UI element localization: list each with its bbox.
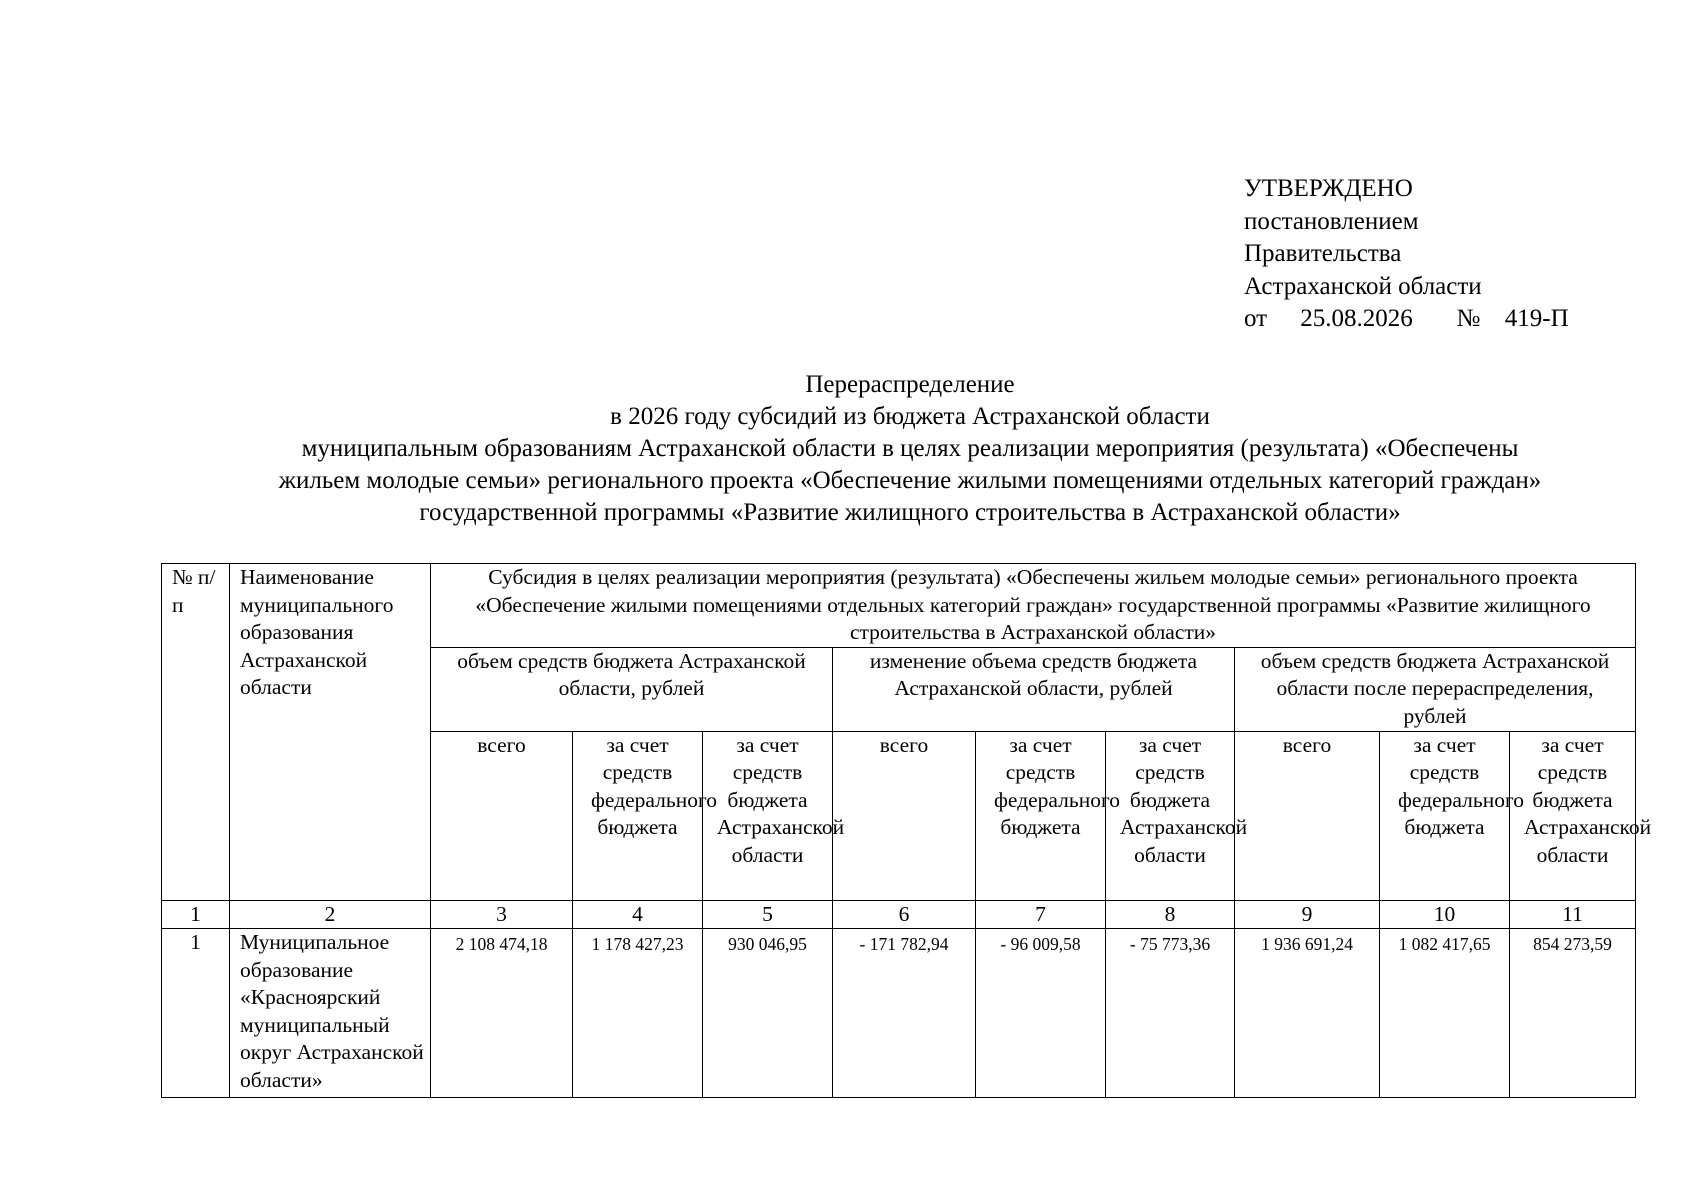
row-number: 1 <box>162 929 230 1098</box>
approval-date: 25.08.2026 <box>1300 305 1413 332</box>
column-number: 2 <box>230 900 431 929</box>
header-total-3: всего <box>1235 731 1380 900</box>
title-line-1: Перераспределение <box>805 371 1015 398</box>
header-total-2: всего <box>833 731 976 900</box>
column-number: 1 <box>162 900 230 929</box>
column-number: 9 <box>1235 900 1380 929</box>
title-line-4: жильем молодые семьи» регионального проекта «Обеспечение жилыми помещениями отдельных категорий граждан» <box>278 467 1542 494</box>
number-prefix: № <box>1456 305 1481 332</box>
header-municipality-name: Наименование муниципального образования Астраханской области <box>230 564 431 901</box>
column-number: 11 <box>1510 900 1636 929</box>
header-number: № п/п <box>162 564 230 901</box>
value-change-total: - 171 782,94 <box>833 929 976 1098</box>
header-regional-2: за счет средств бюджета Астраханской области <box>1106 731 1235 900</box>
header-regional-1: за счет средств бюджета Астраханской области <box>703 731 833 900</box>
document-title <box>170 369 1650 529</box>
approval-stamp <box>1244 173 1569 336</box>
title-line-5: государственной программы «Развитие жилищного строительства в Астраханской области» <box>419 499 1401 526</box>
header-regional-3: за счет средств бюджета Астраханской области <box>1510 731 1636 900</box>
column-number: 3 <box>431 900 573 929</box>
approval-line-government: Правительства <box>1244 240 1402 267</box>
title-line-3: муниципальным образованиям Астраханской области в целях реализации мероприятия (результата) «Обеспечены <box>301 435 1519 462</box>
approval-line-decree: постановлением <box>1244 207 1419 235</box>
value-change-regional: - 75 773,36 <box>1106 929 1235 1098</box>
approval-date-line <box>1244 303 1569 336</box>
subsidy-table <box>161 563 1652 1098</box>
value-after-federal: 1 082 417,65 <box>1380 929 1510 1098</box>
header-group-initial: объем средств бюджета Астраханской области, рублей <box>431 647 833 731</box>
title-line-2: в 2026 году субсидий из бюджета Астраханской области <box>610 403 1210 430</box>
approval-line-region: Астраханской области <box>1244 272 1482 300</box>
value-after-regional: 854 273,59 <box>1510 929 1636 1098</box>
header-subsidy: Субсидия в целях реализации мероприятия (результата) «Обеспечены жильем молодые семьи» регионального проекта «Обеспечение жилыми помещениями отдельных категорий граждан» государственной программы «Развитие жилищного строительства в Астраханской области» <box>431 564 1636 648</box>
municipality-name: Муниципальное образование «Красноярский муниципальный округ Астраханской области» <box>230 929 431 1098</box>
header-federal-2: за счет средств федерального бюджета <box>976 731 1106 900</box>
column-number: 4 <box>573 900 703 929</box>
header-federal-1: за счет средств федерального бюджета <box>573 731 703 900</box>
header-group-change: изменение объема средств бюджета Астраханской области, рублей <box>833 647 1235 731</box>
value-after-total: 1 936 691,24 <box>1235 929 1380 1098</box>
column-number: 5 <box>703 900 833 929</box>
column-number: 6 <box>833 900 976 929</box>
header-total-1: всего <box>431 731 573 900</box>
date-prefix: от <box>1244 305 1268 332</box>
approval-title: УТВЕРЖДЕНО <box>1244 175 1413 202</box>
value-initial-federal: 1 178 427,23 <box>573 929 703 1098</box>
header-row-1 <box>162 564 1636 648</box>
value-initial-total: 2 108 474,18 <box>431 929 573 1098</box>
header-group-after: объем средств бюджета Астраханской области после перераспределения, рублей <box>1235 647 1636 731</box>
value-initial-regional: 930 046,95 <box>703 929 833 1098</box>
column-number: 7 <box>976 900 1106 929</box>
column-number: 8 <box>1106 900 1235 929</box>
value-change-federal: - 96 009,58 <box>976 929 1106 1098</box>
header-federal-3: за счет средств федерального бюджета <box>1380 731 1510 900</box>
approval-number: 419-П <box>1504 305 1569 332</box>
table-row <box>162 929 1636 1098</box>
column-number-row <box>162 900 1636 929</box>
column-number: 10 <box>1380 900 1510 929</box>
